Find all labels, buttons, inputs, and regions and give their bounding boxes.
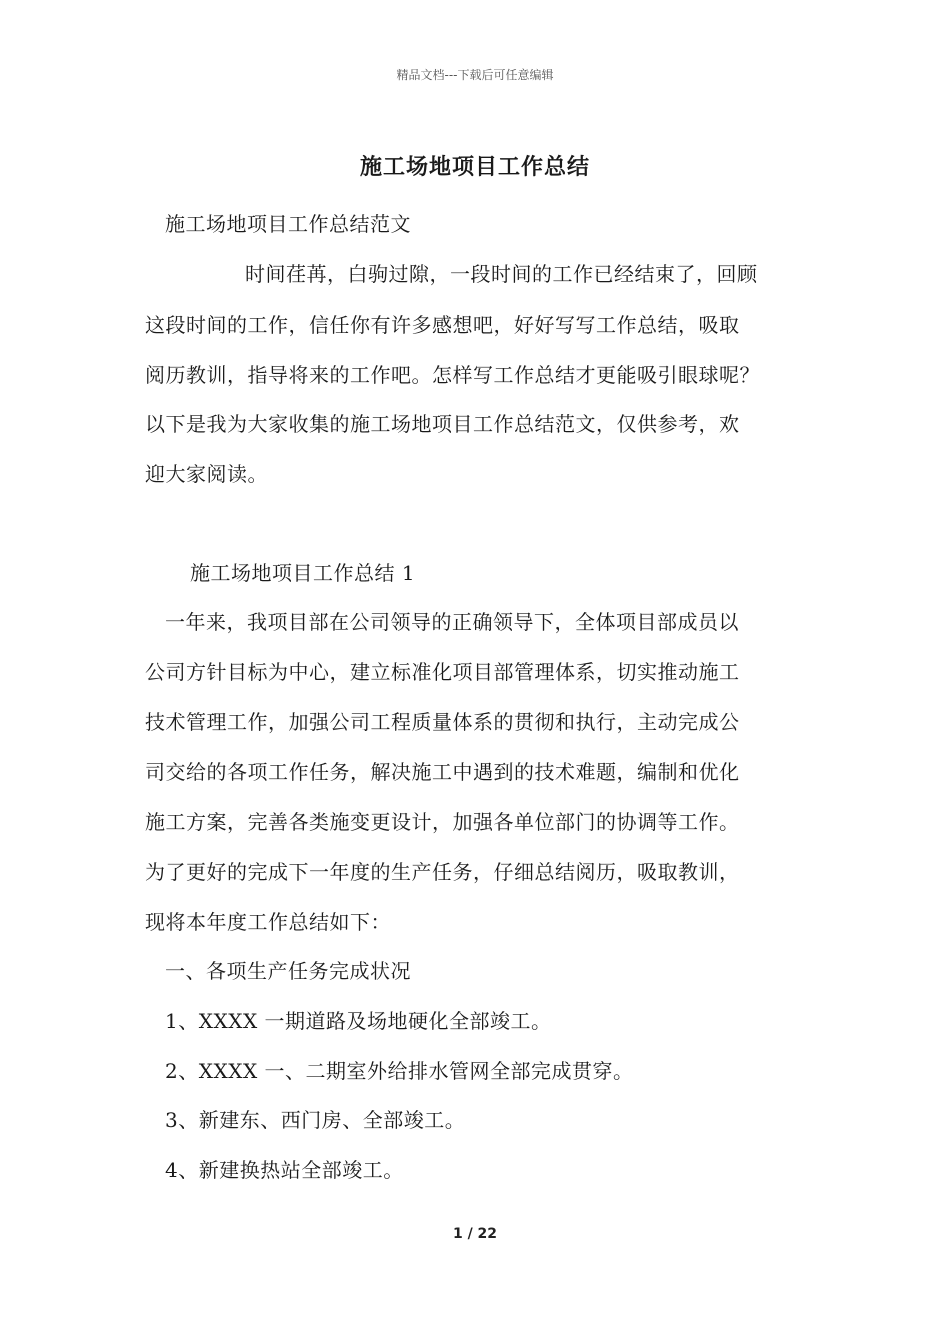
list-item: 1、XXXX 一期道路及场地硬化全部竣工。 [165,1009,552,1033]
list-item: 3、新建东、西门房、全部竣工。 [165,1108,466,1132]
intro-line: 时间荏苒，白驹过隙，一段时间的工作已经结束了，回顾 [245,262,758,286]
heading-1: 一、各项生产任务完成状况 [165,959,411,983]
body-line: 为了更好的完成下一年度的生产任务，仔细总结阅历，吸取教训， [145,860,740,884]
intro-line: 这段时间的工作，信任你有许多感想吧，好好写写工作总结，吸取 [145,313,740,337]
list-item: 2、XXXX 一、二期室外给排水管网全部完成贯穿。 [165,1059,634,1083]
list-item: 4、新建换热站全部竣工。 [165,1158,404,1182]
body-line: 施工方案，完善各类施变更设计，加强各单位部门的协调等工作。 [145,810,740,834]
body-line: 一年来，我项目部在公司领导的正确领导下，全体项目部成员以 [165,610,739,634]
page-number: 1 / 22 [452,1226,498,1242]
body-line: 司交给的各项工作任务，解决施工中遇到的技术难题，编制和优化 [145,760,740,784]
page-header: 精品文档---下载后可任意编辑 [396,68,554,82]
body-line: 公司方针目标为中心，建立标准化项目部管理体系，切实推动施工 [145,660,740,684]
body-line: 现将本年度工作总结如下： [145,910,391,934]
subtitle: 施工场地项目工作总结范文 [165,212,411,236]
document-title: 施工场地项目工作总结 [359,154,590,180]
intro-line: 迎大家阅读。 [145,462,268,486]
intro-line: 以下是我为大家收集的施工场地项目工作总结范文，仅供参考，欢 [145,412,740,436]
intro-line: 阅历教训，指导将来的工作吧。怎样写工作总结才更能吸引眼球呢？ [145,363,760,387]
body-line: 技术管理工作，加强公司工程质量体系的贯彻和执行，主动完成公 [145,710,740,734]
section-title: 施工场地项目工作总结 1 [190,561,416,585]
